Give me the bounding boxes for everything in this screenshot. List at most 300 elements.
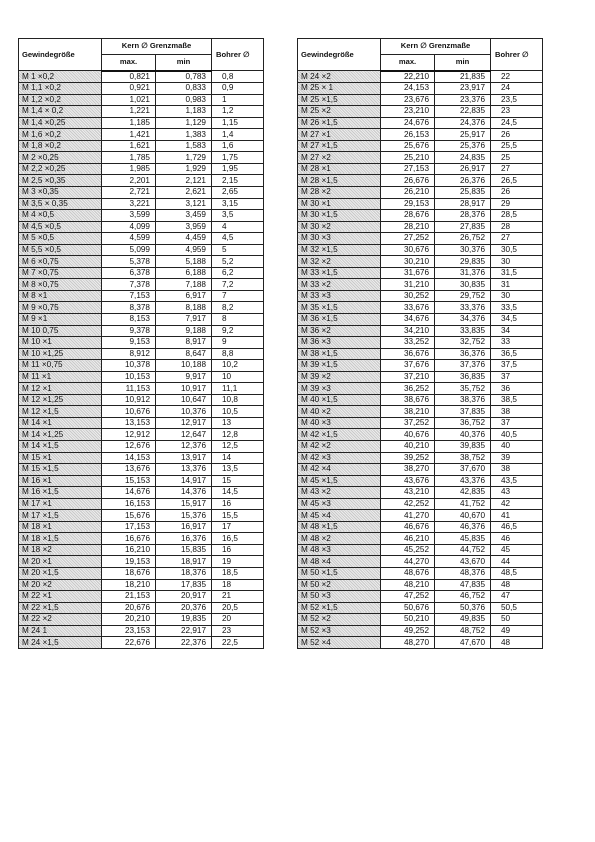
- drill-diameter-cell: 5,2: [212, 256, 264, 268]
- drill-diameter-cell: 14: [212, 452, 264, 464]
- core-min-cell: 30,835: [435, 279, 491, 291]
- thread-size-cell: M 52 ×4: [298, 637, 381, 649]
- core-min-cell: 0,983: [156, 94, 212, 106]
- thread-size-cell: M 18 ×1: [19, 521, 102, 533]
- table-row: [19, 452, 264, 464]
- thread-size-cell: M 11 ×0,75: [19, 360, 102, 372]
- thread-size-cell: M 39 ×2: [298, 371, 381, 383]
- core-min-cell: 22,917: [156, 625, 212, 637]
- drill-diameter-cell: 10,8: [212, 394, 264, 406]
- thread-size-cell: M 32 ×1,5: [298, 244, 381, 256]
- drill-diameter-cell: 49: [491, 625, 543, 637]
- drill-diameter-cell: 8: [212, 313, 264, 325]
- thread-size-cell: M 33 ×1,5: [298, 267, 381, 279]
- drill-diameter-cell: 31: [491, 279, 543, 291]
- core-max-cell: 46,676: [381, 521, 435, 533]
- core-max-cell: 36,676: [381, 348, 435, 360]
- header-thread-size: Gewindegröße: [298, 39, 381, 71]
- core-min-cell: 48,752: [435, 625, 491, 637]
- thread-size-cell: M 45 ×3: [298, 498, 381, 510]
- drill-diameter-cell: 15,5: [212, 510, 264, 522]
- table-row: [19, 383, 264, 395]
- core-max-cell: 13,676: [102, 464, 156, 476]
- table-row: [298, 267, 543, 279]
- table-row: [19, 533, 264, 545]
- thread-size-cell: M 18 ×2: [19, 544, 102, 556]
- thread-size-cell: M 14 ×1: [19, 417, 102, 429]
- table-row: [298, 302, 543, 314]
- thread-size-cell: M 50 ×2: [298, 579, 381, 591]
- core-min-cell: 32,752: [435, 337, 491, 349]
- thread-size-cell: M 22 ×1: [19, 591, 102, 603]
- drill-diameter-cell: 46: [491, 533, 543, 545]
- table-row: [298, 152, 543, 164]
- core-max-cell: 8,378: [102, 302, 156, 314]
- core-min-cell: 28,917: [435, 198, 491, 210]
- core-min-cell: 8,647: [156, 348, 212, 360]
- core-max-cell: 4,599: [102, 233, 156, 245]
- table-row: [298, 556, 543, 568]
- thread-size-cell: M 45 ×1,5: [298, 475, 381, 487]
- core-min-cell: 18,917: [156, 556, 212, 568]
- table-row: [19, 140, 264, 152]
- core-max-cell: 30,252: [381, 290, 435, 302]
- core-max-cell: 2,201: [102, 175, 156, 187]
- thread-size-cell: M 2,2 ×0,25: [19, 163, 102, 175]
- drill-diameter-cell: 46,5: [491, 521, 543, 533]
- core-max-cell: 19,153: [102, 556, 156, 568]
- drill-diameter-cell: 13: [212, 417, 264, 429]
- header-drill-diameter: Bohrer ∅: [212, 39, 264, 71]
- core-max-cell: 42,252: [381, 498, 435, 510]
- table-row: [19, 163, 264, 175]
- core-min-cell: 38,752: [435, 452, 491, 464]
- core-min-cell: 12,917: [156, 417, 212, 429]
- table-row: [19, 302, 264, 314]
- drill-diameter-cell: 17: [212, 521, 264, 533]
- core-min-cell: 9,917: [156, 371, 212, 383]
- thread-size-cell: M 9 ×0,75: [19, 302, 102, 314]
- core-max-cell: 2,721: [102, 186, 156, 198]
- table-row: [298, 186, 543, 198]
- thread-size-cell: M 17 ×1: [19, 498, 102, 510]
- table-row: [298, 279, 543, 291]
- table-row: [19, 233, 264, 245]
- core-max-cell: 48,270: [381, 637, 435, 649]
- thread-size-cell: M 36 ×1,5: [298, 313, 381, 325]
- core-max-cell: 38,210: [381, 406, 435, 418]
- thread-size-cell: M 33 ×2: [298, 279, 381, 291]
- thread-size-cell: M 12 ×1,5: [19, 406, 102, 418]
- core-max-cell: 26,676: [381, 175, 435, 187]
- table-row: [19, 152, 264, 164]
- thread-size-cell: M 28 ×1: [298, 163, 381, 175]
- table-row: [19, 475, 264, 487]
- core-max-cell: 30,210: [381, 256, 435, 268]
- table-row: [19, 129, 264, 141]
- table-row: [19, 441, 264, 453]
- drill-diameter-cell: 18: [212, 579, 264, 591]
- core-min-cell: 38,376: [435, 394, 491, 406]
- table-row: [298, 568, 543, 580]
- thread-size-cell: M 4,5 ×0,5: [19, 221, 102, 233]
- core-min-cell: 15,835: [156, 544, 212, 556]
- core-max-cell: 22,210: [381, 71, 435, 83]
- thread-size-cell: M 30 ×2: [298, 221, 381, 233]
- core-min-cell: 43,376: [435, 475, 491, 487]
- core-max-cell: 27,252: [381, 233, 435, 245]
- table-row: [298, 371, 543, 383]
- thread-size-cell: M 22 ×2: [19, 614, 102, 626]
- core-min-cell: 42,835: [435, 487, 491, 499]
- thread-size-cell: M 9 ×1: [19, 313, 102, 325]
- core-min-cell: 37,835: [435, 406, 491, 418]
- thread-size-cell: M 26 ×1,5: [298, 117, 381, 129]
- core-min-cell: 14,917: [156, 475, 212, 487]
- core-min-cell: 12,647: [156, 429, 212, 441]
- drill-diameter-cell: 19: [212, 556, 264, 568]
- drill-diameter-cell: 5: [212, 244, 264, 256]
- core-min-cell: 39,835: [435, 441, 491, 453]
- table-row: [298, 579, 543, 591]
- drill-diameter-cell: 28: [491, 221, 543, 233]
- drill-diameter-cell: 16,5: [212, 533, 264, 545]
- drill-diameter-cell: 12,5: [212, 441, 264, 453]
- table-row: [19, 244, 264, 256]
- drill-diameter-cell: 37: [491, 417, 543, 429]
- table-row: [298, 417, 543, 429]
- thread-size-cell: M 38 ×1,5: [298, 348, 381, 360]
- drill-diameter-cell: 26: [491, 186, 543, 198]
- drill-diameter-cell: 0,9: [212, 83, 264, 95]
- core-min-cell: 7,917: [156, 313, 212, 325]
- table-row: [298, 221, 543, 233]
- drill-diameter-cell: 14,5: [212, 487, 264, 499]
- drill-diameter-cell: 38,5: [491, 394, 543, 406]
- core-min-cell: 22,835: [435, 106, 491, 118]
- core-min-cell: 30,376: [435, 244, 491, 256]
- thread-size-cell: M 25 ×2: [298, 106, 381, 118]
- core-max-cell: 27,153: [381, 163, 435, 175]
- thread-size-cell: M 48 ×3: [298, 544, 381, 556]
- drill-diameter-cell: 26: [491, 129, 543, 141]
- table-row: [19, 256, 264, 268]
- core-min-cell: 41,752: [435, 498, 491, 510]
- core-max-cell: 40,676: [381, 429, 435, 441]
- core-max-cell: 50,210: [381, 614, 435, 626]
- core-max-cell: 5,378: [102, 256, 156, 268]
- table-row: [19, 71, 264, 83]
- thread-size-cell: M 48 ×1,5: [298, 521, 381, 533]
- drill-diameter-cell: 45: [491, 544, 543, 556]
- drill-diameter-cell: 20: [212, 614, 264, 626]
- core-max-cell: 28,210: [381, 221, 435, 233]
- table-row: [19, 591, 264, 603]
- core-min-cell: 45,835: [435, 533, 491, 545]
- table-row: [19, 267, 264, 279]
- core-max-cell: 10,912: [102, 394, 156, 406]
- core-max-cell: 40,210: [381, 441, 435, 453]
- table-row: [19, 614, 264, 626]
- drill-diameter-cell: 25: [491, 152, 543, 164]
- core-max-cell: 1,421: [102, 129, 156, 141]
- core-max-cell: 30,676: [381, 244, 435, 256]
- drill-diameter-cell: 40,5: [491, 429, 543, 441]
- drill-diameter-cell: 33,5: [491, 302, 543, 314]
- thread-size-cell: M 4 ×0,5: [19, 210, 102, 222]
- drill-diameter-cell: 1,6: [212, 140, 264, 152]
- drill-diameter-cell: 50,5: [491, 602, 543, 614]
- core-min-cell: 1,583: [156, 140, 212, 152]
- table-row: [298, 175, 543, 187]
- core-min-cell: 31,376: [435, 267, 491, 279]
- core-min-cell: 23,917: [435, 83, 491, 95]
- thread-size-cell: M 1,8 ×0,2: [19, 140, 102, 152]
- core-min-cell: 1,129: [156, 117, 212, 129]
- core-max-cell: 50,676: [381, 602, 435, 614]
- core-max-cell: 37,252: [381, 417, 435, 429]
- thread-size-cell: M 35 ×1,5: [298, 302, 381, 314]
- thread-size-cell: M 30 ×3: [298, 233, 381, 245]
- table-row: [19, 521, 264, 533]
- core-min-cell: 48,376: [435, 568, 491, 580]
- core-min-cell: 4,459: [156, 233, 212, 245]
- drill-diameter-cell: 7: [212, 290, 264, 302]
- core-min-cell: 3,959: [156, 221, 212, 233]
- thread-size-cell: M 16 ×1,5: [19, 487, 102, 499]
- thread-table-right: [297, 38, 543, 649]
- thread-size-cell: M 1 ×0,2: [19, 71, 102, 83]
- core-max-cell: 1,021: [102, 94, 156, 106]
- core-max-cell: 18,676: [102, 568, 156, 580]
- core-max-cell: 29,153: [381, 198, 435, 210]
- drill-diameter-cell: 30: [491, 290, 543, 302]
- thread-size-cell: M 40 ×2: [298, 406, 381, 418]
- table-row: [298, 498, 543, 510]
- core-max-cell: 1,221: [102, 106, 156, 118]
- drill-diameter-cell: 37: [491, 371, 543, 383]
- thread-size-cell: M 2 ×0,25: [19, 152, 102, 164]
- table-row: [19, 544, 264, 556]
- core-min-cell: 1,183: [156, 106, 212, 118]
- core-min-cell: 47,835: [435, 579, 491, 591]
- thread-size-cell: M 30 ×1,5: [298, 210, 381, 222]
- core-max-cell: 12,676: [102, 441, 156, 453]
- core-min-cell: 33,376: [435, 302, 491, 314]
- core-max-cell: 17,153: [102, 521, 156, 533]
- drill-diameter-cell: 39: [491, 452, 543, 464]
- core-max-cell: 41,270: [381, 510, 435, 522]
- table-row: [298, 337, 543, 349]
- drill-diameter-cell: 1,2: [212, 106, 264, 118]
- core-max-cell: 5,099: [102, 244, 156, 256]
- table-row: [19, 637, 264, 649]
- drill-diameter-cell: 38: [491, 406, 543, 418]
- table-row: [19, 348, 264, 360]
- thread-size-cell: M 15 ×1,5: [19, 464, 102, 476]
- core-max-cell: 43,210: [381, 487, 435, 499]
- drill-diameter-cell: 42: [491, 498, 543, 510]
- core-max-cell: 23,676: [381, 94, 435, 106]
- core-max-cell: 1,985: [102, 163, 156, 175]
- core-max-cell: 37,676: [381, 360, 435, 372]
- table-row: [19, 83, 264, 95]
- header-min: min: [156, 54, 212, 70]
- table-row: [298, 383, 543, 395]
- core-min-cell: 37,376: [435, 360, 491, 372]
- core-min-cell: 15,917: [156, 498, 212, 510]
- core-min-cell: 34,376: [435, 313, 491, 325]
- drill-diameter-cell: 3,5: [212, 210, 264, 222]
- drill-diameter-cell: 50: [491, 614, 543, 626]
- core-min-cell: 17,835: [156, 579, 212, 591]
- thread-size-cell: M 2,5 ×0,35: [19, 175, 102, 187]
- core-max-cell: 25,210: [381, 152, 435, 164]
- thread-size-cell: M 42 ×3: [298, 452, 381, 464]
- drill-diameter-cell: 23: [491, 106, 543, 118]
- core-min-cell: 40,376: [435, 429, 491, 441]
- thread-size-cell: M 3,5 × 0,35: [19, 198, 102, 210]
- core-max-cell: 33,252: [381, 337, 435, 349]
- core-max-cell: 23,210: [381, 106, 435, 118]
- core-min-cell: 2,121: [156, 175, 212, 187]
- core-max-cell: 7,153: [102, 290, 156, 302]
- thread-size-cell: M 5 ×0,5: [19, 233, 102, 245]
- table-row: [298, 625, 543, 637]
- drill-diameter-cell: 1,95: [212, 163, 264, 175]
- thread-size-cell: M 1,4 × 0,2: [19, 106, 102, 118]
- drill-diameter-cell: 2,15: [212, 175, 264, 187]
- table-row: [19, 360, 264, 372]
- core-min-cell: 24,835: [435, 152, 491, 164]
- core-min-cell: 14,376: [156, 487, 212, 499]
- drill-diameter-cell: 1,75: [212, 152, 264, 164]
- table-row: [298, 510, 543, 522]
- thread-size-cell: M 52 ×1,5: [298, 602, 381, 614]
- core-max-cell: 1,785: [102, 152, 156, 164]
- table-row: [298, 452, 543, 464]
- core-min-cell: 36,835: [435, 371, 491, 383]
- thread-size-cell: M 8 ×0,75: [19, 279, 102, 291]
- drill-diameter-cell: 1,15: [212, 117, 264, 129]
- core-min-cell: 27,835: [435, 221, 491, 233]
- thread-size-cell: M 10 ×1,25: [19, 348, 102, 360]
- drill-diameter-cell: 31,5: [491, 267, 543, 279]
- thread-size-cell: M 12 ×1,25: [19, 394, 102, 406]
- drill-diameter-cell: 8,8: [212, 348, 264, 360]
- thread-size-cell: M 24 ×1,5: [19, 637, 102, 649]
- core-max-cell: 22,676: [102, 637, 156, 649]
- core-min-cell: 6,188: [156, 267, 212, 279]
- core-min-cell: 44,752: [435, 544, 491, 556]
- table-row: [298, 140, 543, 152]
- core-max-cell: 0,921: [102, 83, 156, 95]
- table-row: [19, 106, 264, 118]
- core-max-cell: 47,252: [381, 591, 435, 603]
- core-max-cell: 0,821: [102, 71, 156, 83]
- thread-size-cell: M 48 ×4: [298, 556, 381, 568]
- thread-size-cell: M 27 ×2: [298, 152, 381, 164]
- table-row: [19, 394, 264, 406]
- core-max-cell: 15,676: [102, 510, 156, 522]
- drill-diameter-cell: 11,1: [212, 383, 264, 395]
- core-max-cell: 48,210: [381, 579, 435, 591]
- drill-diameter-cell: 43,5: [491, 475, 543, 487]
- core-max-cell: 18,210: [102, 579, 156, 591]
- table-row: [19, 279, 264, 291]
- core-max-cell: 24,153: [381, 83, 435, 95]
- drill-diameter-cell: 23,5: [491, 94, 543, 106]
- drill-diameter-cell: 26,5: [491, 175, 543, 187]
- drill-diameter-cell: 47: [491, 591, 543, 603]
- core-max-cell: 16,153: [102, 498, 156, 510]
- core-max-cell: 37,210: [381, 371, 435, 383]
- core-min-cell: 8,188: [156, 302, 212, 314]
- thread-size-cell: M 12 ×1: [19, 383, 102, 395]
- table-row: [298, 83, 543, 95]
- drill-diameter-cell: 0,8: [212, 71, 264, 83]
- core-min-cell: 16,917: [156, 521, 212, 533]
- thread-size-cell: M 28 ×1,5: [298, 175, 381, 187]
- drill-diameter-cell: 27: [491, 233, 543, 245]
- core-min-cell: 10,647: [156, 394, 212, 406]
- core-min-cell: 9,188: [156, 325, 212, 337]
- core-min-cell: 10,376: [156, 406, 212, 418]
- table-row: [298, 487, 543, 499]
- core-min-cell: 46,752: [435, 591, 491, 603]
- table-row: [19, 186, 264, 198]
- thread-size-cell: M 36 ×2: [298, 325, 381, 337]
- drill-diameter-cell: 48: [491, 579, 543, 591]
- table-row: [19, 602, 264, 614]
- core-min-cell: 35,752: [435, 383, 491, 395]
- core-max-cell: 1,621: [102, 140, 156, 152]
- thread-size-cell: M 36 ×3: [298, 337, 381, 349]
- core-min-cell: 1,929: [156, 163, 212, 175]
- thread-size-cell: M 10 0,75: [19, 325, 102, 337]
- thread-size-cell: M 8 ×1: [19, 290, 102, 302]
- core-min-cell: 0,833: [156, 83, 212, 95]
- table-row: [298, 71, 543, 83]
- core-max-cell: 38,676: [381, 394, 435, 406]
- thread-size-cell: M 52 ×3: [298, 625, 381, 637]
- header-min: min: [435, 54, 491, 70]
- header-thread-size: Gewindegröße: [19, 39, 102, 71]
- core-max-cell: 16,676: [102, 533, 156, 545]
- table-row: [19, 210, 264, 222]
- core-max-cell: 43,676: [381, 475, 435, 487]
- header-core-diameter: Kern ∅ Grenzmaße: [381, 39, 491, 55]
- core-max-cell: 26,210: [381, 186, 435, 198]
- drill-diameter-cell: 22,5: [212, 637, 264, 649]
- table-row: [19, 464, 264, 476]
- table-row: [19, 325, 264, 337]
- core-max-cell: 45,252: [381, 544, 435, 556]
- core-max-cell: 6,378: [102, 267, 156, 279]
- table-row: [298, 325, 543, 337]
- core-min-cell: 13,376: [156, 464, 212, 476]
- table-row: [298, 429, 543, 441]
- drill-diameter-cell: 38: [491, 464, 543, 476]
- core-min-cell: 4,959: [156, 244, 212, 256]
- drill-diameter-cell: 20,5: [212, 602, 264, 614]
- core-min-cell: 18,376: [156, 568, 212, 580]
- table-row: [19, 371, 264, 383]
- core-min-cell: 5,188: [156, 256, 212, 268]
- table-row: [298, 244, 543, 256]
- thread-size-cell: M 20 ×1,5: [19, 568, 102, 580]
- drill-diameter-cell: 4,5: [212, 233, 264, 245]
